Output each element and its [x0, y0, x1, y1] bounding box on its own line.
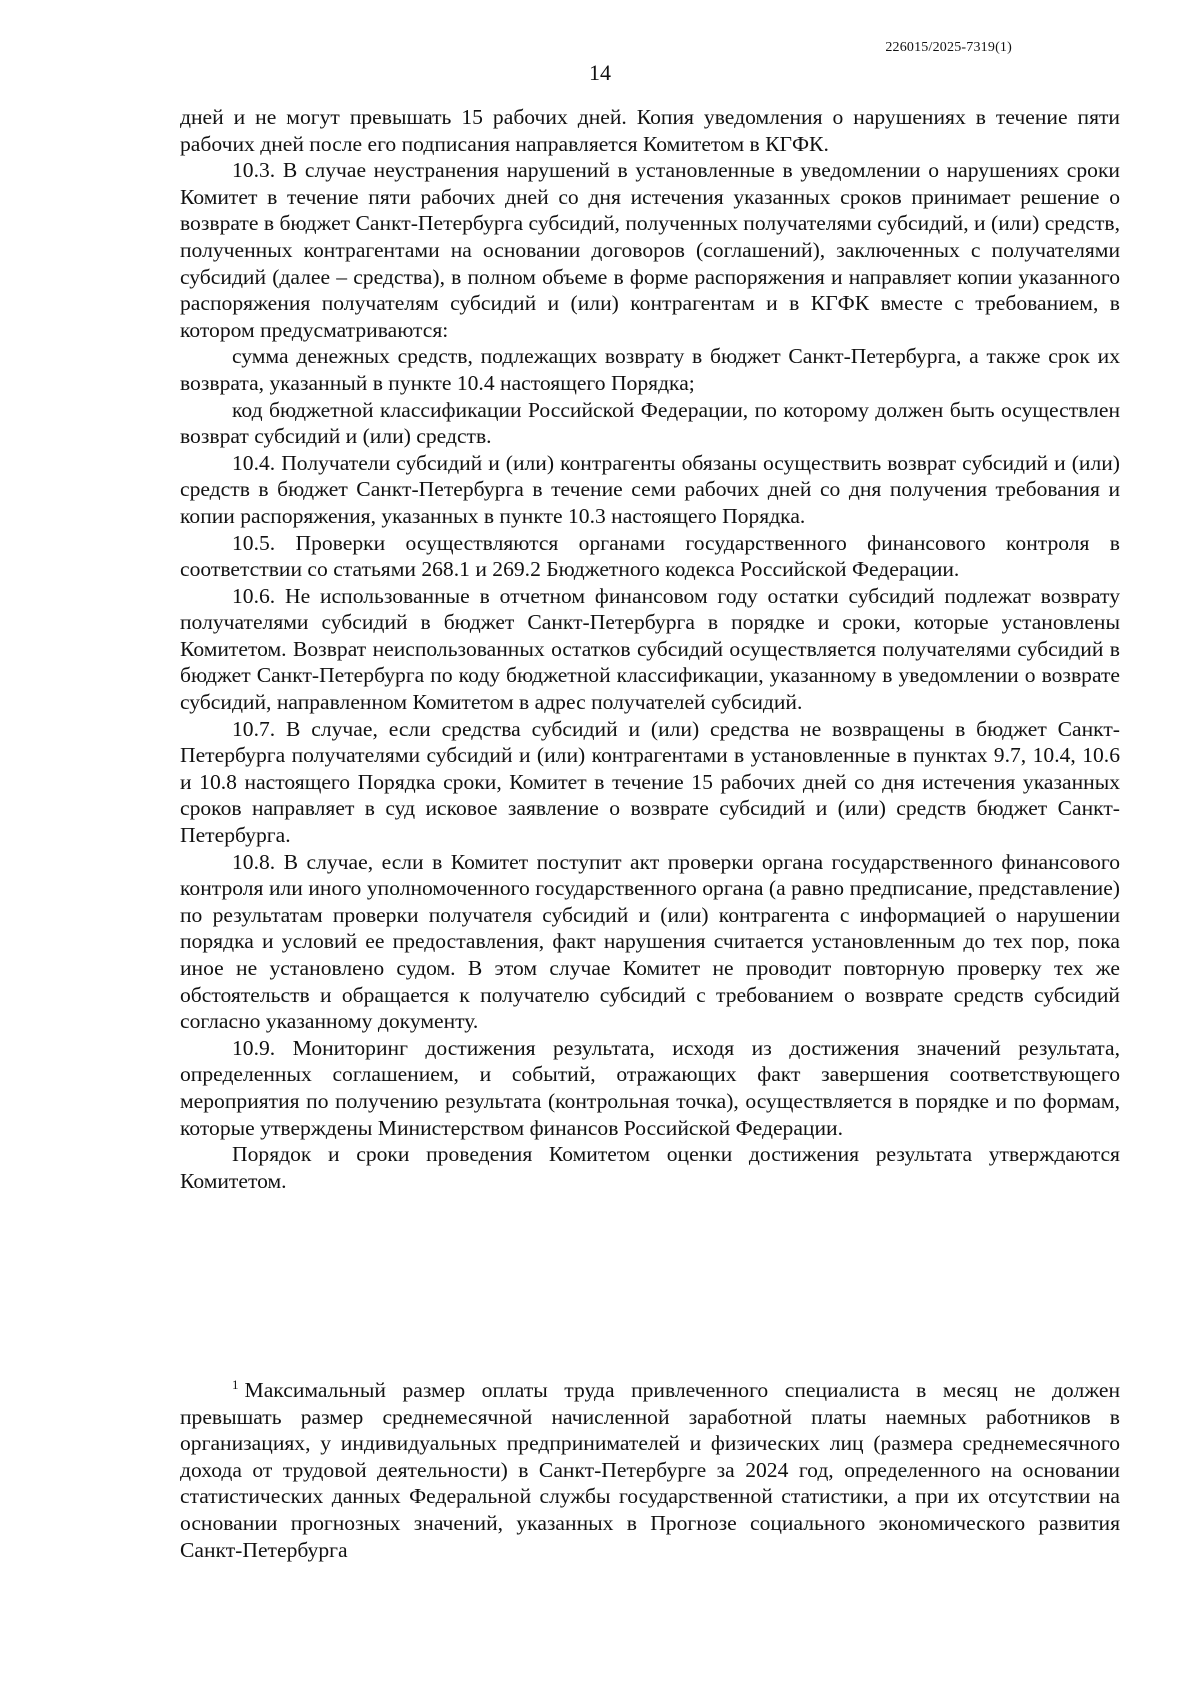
paragraph-10-3-item-amount: сумма денежных средств, подлежащих возврату в бюджет Санкт-Петербурга, а также срок их возврата, указанный в пункте 10.4 настоящего Порядка;	[180, 344, 1120, 395]
paragraph-10-4: 10.4. Получатели субсидий и (или) контрагенты обязаны осуществить возврат субсидий и (или) средств в бюджет Санкт-Петербурга в течение семи рабочих дней со дня получения требования и копии распоряжения, указанных в пункте 10.3 настоящего Порядка.	[180, 450, 1120, 528]
footnote-text: Максимальный размер оплаты труда привлеченного специалиста в месяц не должен превышать размер среднемесячной начисленной заработной платы наемных работников в организациях, у индивидуальных предпринимателей и физических лиц (размера среднемесячного дохода от трудовой деятельности) в Санкт-Петербурге за 2024 год, определенного на основании статистических данных Федеральной службы государственной статистики, а при их отсутствии на основании прогнозных значений, указанных в Прогнозе социального экономического развития Санкт-Петербурга	[180, 1378, 1120, 1562]
paragraph-10-3-item-code: код бюджетной классификации Российской Федерации, по которому должен быть осуществлен возврат субсидий и (или) средств.	[180, 397, 1120, 449]
paragraph-continuation: дней и не могут превышать 15 рабочих дней. Копия уведомления о нарушениях в течение пяти рабочих дней после его подписания направляется Комитетом в КГФК.	[180, 105, 1120, 156]
footnote-marker: 1	[232, 1377, 239, 1392]
paragraph-10-7: 10.7. В случае, если средства субсидий и (или) средства не возвращены в бюджет Санкт-Петербурга получателями субсидий и (или) контрагентами в установленные в пунктах 9.7, 10.4, 10.6 и 10.8 настоящего Порядка сроки, Комитет в течение 15 рабочих дней со дня истечения указанных сроков направляет в суд исковое заявление о возврате субсидий и (или) средств бюджет Санкт-Петербурга.	[180, 716, 1120, 848]
paragraph-10-9: 10.9. Мониторинг достижения результата, исходя из достижения значений результата, определенных соглашением, и событий, отражающих факт завершения соответствующего мероприятия по получению результата (контрольная точка), осуществляется в порядке и по формам, которые утверждены Министерством финансов Российской Федерации.	[180, 1035, 1120, 1140]
paragraph-10-6: 10.6. Не использованные в отчетном финансовом году остатки субсидий подлежат возврату получателями субсидий в бюджет Санкт-Петербурга в порядке и сроки, которые установлены Комитетом. Возврат неиспользованных остатков субсидий осуществляется получателями субсидий в бюджет Санкт-Петербурга по коду бюджетной классификации, указанному в уведомлении о возврате субсидий, направленном Комитетом в адрес получателей субсидий.	[180, 583, 1120, 715]
paragraph-10-5: 10.5. Проверки осуществляются органами государственного финансового контроля в соответствии со статьями 268.1 и 269.2 Бюджетного кодекса Российской Федерации.	[180, 530, 1120, 582]
page-number: 14	[589, 60, 611, 85]
footnote	[180, 1377, 1120, 1563]
paragraph-assessment-order: Порядок и сроки проведения Комитетом оценки достижения результата утверждаются Комитетом.	[180, 1142, 1120, 1193]
document-id: 226015/2025-7319(1)	[885, 40, 1012, 55]
paragraph-10-3: 10.3. В случае неустранения нарушений в установленные в уведомлении о нарушениях сроки Комитет в течение пяти рабочих дней со дня истечения указанных сроков принимает решение о возврате в бюджет Санкт-Петербурга субсидий, полученных получателями субсидий, и (или) средств, полученных контрагентами на основании договоров (соглашений), заключенных с получателями субсидий (далее – средства), в полном объеме в форме распоряжения и направляет копии указанного распоряжения получателям субсидий и (или) контрагентам и в КГФК вместе с требованием, в котором предусматриваются:	[180, 158, 1120, 342]
body-text	[180, 104, 1120, 1194]
paragraph-10-8: 10.8. В случае, если в Комитет поступит акт проверки органа государственного финансового контроля или иного уполномоченного государственного органа (а равно предписание, представление) по результатам проверки получателя субсидий и (или) контрагента с информацией о нарушении порядка и условий ее предоставления, факт нарушения считается установленным до тех пор, пока иное не установлено судом. В этом случае Комитет не проводит повторную проверку тех же обстоятельств и обращается к получателю субсидий с требованием о возврате средств субсидий согласно указанному документу.	[180, 849, 1120, 1034]
footnote-paragraph	[180, 1377, 1120, 1563]
